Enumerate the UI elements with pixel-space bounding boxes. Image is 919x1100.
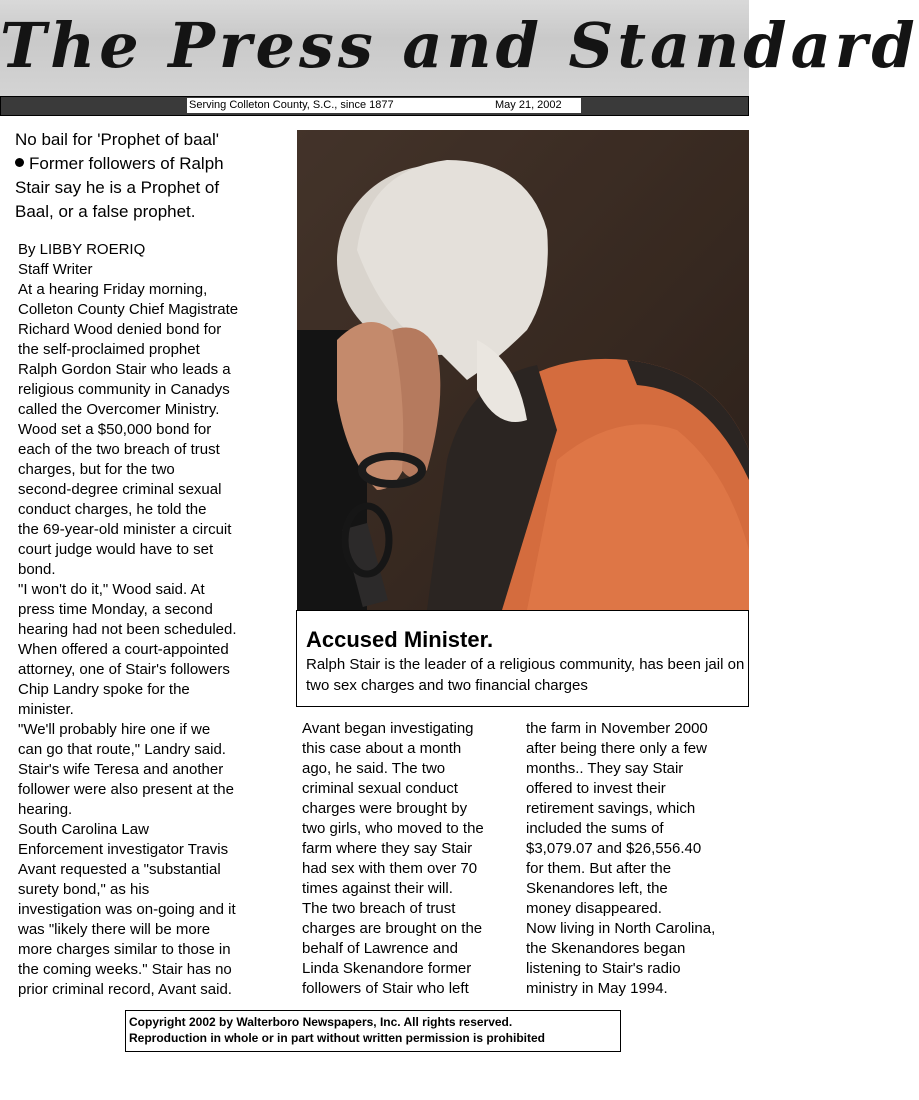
article-line: investigation was on-going and it [18, 901, 236, 918]
article-line: charges are brought on the [302, 920, 483, 937]
article-line: Staff Writer [18, 261, 93, 278]
article-line: bond. [18, 561, 56, 578]
article-line: Avant began investigating [302, 720, 474, 737]
caption-text: Ralph Stair is the leader of a religious community, has been jail on two sex charges and two financial charges [306, 656, 745, 694]
article-line: surety bond," as his [18, 881, 150, 898]
article-line: Avant requested a "substantial [18, 861, 221, 878]
tagline: Serving Colleton County, S.C., since 1877 [189, 99, 394, 111]
article-line: listening to Stair's radio [526, 960, 681, 977]
subheadline-text-1: Former followers of Ralph [29, 154, 224, 173]
article-line: religious community in Canadys [18, 381, 230, 398]
article-line: South Carolina Law [18, 821, 149, 838]
subheadline-text-3: Baal, or a false prophet. [15, 202, 196, 221]
article-line: Stair's wife Teresa and another [18, 761, 224, 778]
subheadline-text-2: Stair say he is a Prophet of [15, 178, 220, 197]
article-line: follower were also present at the [18, 781, 234, 798]
article-line: two girls, who moved to the [302, 820, 484, 837]
article-line: included the sums of [526, 820, 664, 837]
article-line: Ralph Gordon Stair who leads a [18, 361, 231, 378]
article-line: Skenandores left, the [526, 880, 668, 897]
article-line: offered to invest their [526, 780, 666, 797]
article-line: press time Monday, a second [18, 601, 213, 618]
article-line: each of the two breach of trust [18, 441, 220, 458]
article-line: the 69-year-old minister a circuit [18, 521, 232, 538]
article-line: charges, but for the two [18, 461, 175, 478]
article-line: Colleton County Chief Magistrate [18, 301, 239, 318]
dateline-box [187, 98, 581, 113]
article-line: minister. [18, 701, 74, 718]
article-line: the self-proclaimed prophet [18, 341, 200, 358]
praying-man-photo [297, 130, 749, 610]
article-line: court judge would have to set [18, 541, 214, 558]
photo-caption [296, 610, 749, 707]
article-line: attorney, one of Stair's followers [18, 661, 230, 678]
article-line: after being there only a few [526, 740, 707, 757]
article-line: "I won't do it," Wood said. At [18, 581, 205, 598]
copyright-line-2: Reproduction in whole or in part without written permission is prohibited [129, 1031, 546, 1045]
article-line: "We'll probably hire one if we [18, 721, 211, 738]
article-line: retirement savings, which [526, 800, 696, 817]
article-line: months.. They say Stair [526, 760, 684, 777]
article-line: hearing had not been scheduled. [18, 621, 237, 638]
article-column-1 [18, 240, 290, 1000]
headline-title: No bail for 'Prophet of baal' [15, 130, 219, 149]
headline [15, 128, 280, 224]
copyright-line-1: Copyright 2002 by Walterboro Newspapers, Inc. All rights reserved. [129, 1015, 513, 1029]
article-line: this case about a month [302, 740, 462, 757]
bullet-icon [15, 158, 24, 167]
copyright-notice [125, 1010, 621, 1052]
article-line: the farm in November 2000 [526, 720, 708, 737]
article-line: behalf of Lawrence and [302, 940, 458, 957]
article-column-2 [302, 719, 522, 999]
article-line: was "likely there will be more [18, 921, 211, 938]
article-line: times against their will. [302, 880, 453, 897]
article-column-3 [526, 719, 748, 999]
article-line: Wood set a $50,000 bond for [18, 421, 212, 438]
article-line: second-degree criminal sexual [18, 481, 222, 498]
article-line: farm where they say Stair [302, 840, 473, 857]
dateline-bar [0, 96, 749, 116]
article-line: Linda Skenandore former [302, 960, 472, 977]
caption-title: Accused Minister. [306, 627, 494, 652]
article-line: Now living in North Carolina, [526, 920, 716, 937]
issue-date: May 21, 2002 [495, 99, 562, 111]
article-line: followers of Stair who left [302, 980, 469, 997]
article-line: criminal sexual conduct [302, 780, 458, 797]
article-line: By LIBBY ROERIQ [18, 241, 146, 258]
article-line: the coming weeks." Stair has no [18, 961, 232, 978]
article-line: Richard Wood denied bond for [18, 321, 222, 338]
article-line: hearing. [18, 801, 73, 818]
article-line: The two breach of trust [302, 900, 456, 917]
article-line: $3,079.07 and $26,556.40 [526, 840, 702, 857]
masthead [0, 0, 919, 96]
article-line: can go that route," Landry said. [18, 741, 226, 758]
news-photo [297, 130, 749, 610]
article-line: had sex with them over 70 [302, 860, 478, 877]
article-line: ago, he said. The two [302, 760, 446, 777]
article-line: more charges similar to those in [18, 941, 231, 958]
article-line: prior criminal record, Avant said. [18, 981, 232, 998]
article-line: for them. But after the [526, 860, 672, 877]
article-line: conduct charges, he told the [18, 501, 207, 518]
article-line: Enforcement investigator Travis [18, 841, 229, 858]
newspaper-title: The Press and Standard [0, 9, 919, 82]
article-line: Chip Landry spoke for the [18, 681, 190, 698]
article-line: money disappeared. [526, 900, 662, 917]
article-line: ministry in May 1994. [526, 980, 668, 997]
article-line: charges were brought by [302, 800, 468, 817]
article-line: the Skenandores began [526, 940, 686, 957]
article-line: At a hearing Friday morning, [18, 281, 208, 298]
article-line: When offered a court-appointed [18, 641, 229, 658]
article-line: called the Overcomer Ministry. [18, 401, 220, 418]
subheadline-line [15, 152, 280, 176]
